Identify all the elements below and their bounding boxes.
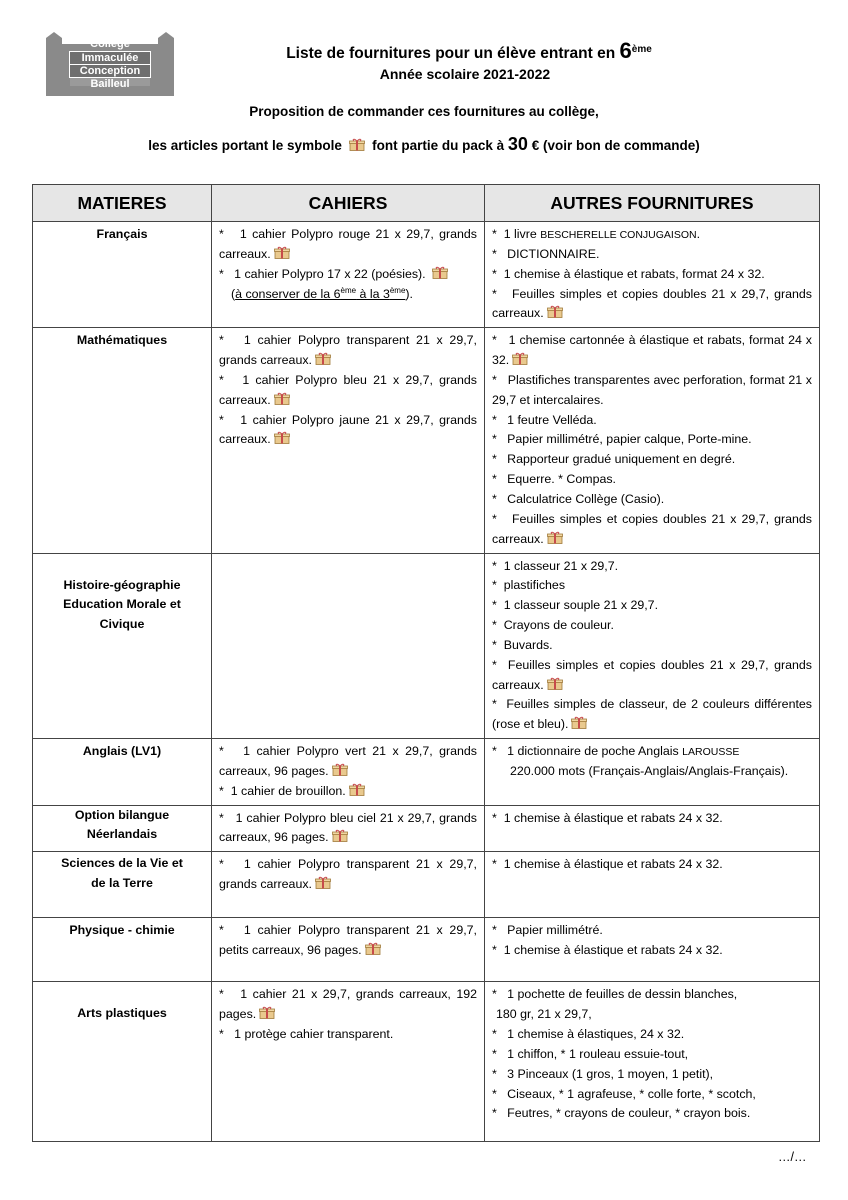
notebooks-cell — [212, 852, 485, 918]
subject-cell: Anglais (LV1) — [33, 739, 212, 806]
subject-cell: Français — [33, 222, 212, 328]
document-title — [0, 38, 848, 64]
notebooks-cell — [212, 805, 485, 852]
column-header-other: AUTRES FOURNITURES — [485, 185, 820, 222]
pack-price: 30 — [507, 134, 528, 154]
list-item: * 1 dictionnaire de poche Anglais LAROUSSE — [492, 744, 740, 759]
list-item: * 1 cahier Polypro 17 x 22 (poésies). — [219, 265, 477, 285]
other-cell — [485, 222, 820, 328]
list-item: * 1 cahier Polypro transparent 21 x 29,7, grands carreaux. — [219, 333, 477, 368]
logo-line-4: Bailleul — [90, 78, 130, 90]
list-item-continuation: 180 gr, 21 x 29,7, — [496, 1007, 592, 1022]
list-item: * 1 cahier de brouillon. — [219, 782, 477, 802]
gift-icon — [365, 942, 381, 955]
subject-cell: Physique - chimie — [33, 918, 212, 982]
list-item: * 1 classeur 21 x 29,7. — [492, 558, 619, 573]
list-item: * 1 cahier Polypro transparent 21 x 29,7, petits carreaux, 96 pages. — [219, 923, 477, 958]
list-item: * 1 chemise cartonnée à élastique et rabats, format 24 x 32. — [492, 333, 813, 368]
gift-icon — [274, 431, 290, 444]
table-row-option-bilangue — [33, 805, 820, 852]
subject-cell: Mathématiques — [33, 328, 212, 553]
other-cell — [485, 918, 820, 982]
title-prefix: Liste de fournitures pour un élève entrant en — [286, 45, 620, 62]
title-grade-sup: ème — [631, 43, 652, 55]
list-item: * Papier millimétré, papier calque, Porte-mine. — [492, 432, 752, 447]
table-header-row — [33, 185, 820, 222]
notebooks-cell — [212, 739, 485, 806]
logo-line-3: Conception — [69, 65, 151, 78]
subject-line: Histoire-géographie — [63, 577, 181, 592]
table-row-francais — [33, 222, 820, 328]
list-item: * 1 cahier Polypro transparent 21 x 29,7, grands carreaux. — [219, 857, 477, 892]
gift-icon — [432, 266, 448, 279]
notebooks-cell — [212, 553, 485, 739]
other-cell — [485, 982, 820, 1142]
logo-line-1: Collège — [90, 38, 130, 50]
notebooks-cell — [212, 328, 485, 553]
gift-icon — [512, 352, 528, 365]
list-item: * Feuilles simples et copies doubles 21 x 29,7, grands carreaux. — [492, 511, 812, 546]
list-item: * 1 chemise à élastiques, 24 x 32. — [492, 1027, 685, 1041]
list-item: * Crayons de couleur. — [492, 618, 614, 633]
subject-line: Education Morale et — [63, 597, 181, 612]
list-item: * 1 pochette de feuilles de dessin blanches, — [492, 987, 738, 1002]
table-row-anglais — [33, 739, 820, 806]
gift-icon — [547, 531, 563, 544]
list-item: * Ciseaux, * 1 agrafeuse, * colle forte, * scotch, — [492, 1086, 756, 1101]
supplies-table — [32, 184, 820, 1142]
list-item: * Feuilles simples et copies doubles 21 x 29,7, grands carreaux. — [492, 286, 812, 321]
list-item: * 3 Pinceaux (1 gros, 1 moyen, 1 petit), — [492, 1066, 714, 1081]
subject-line: Option bilangue — [74, 807, 170, 822]
gift-icon — [315, 876, 331, 889]
list-item: * 1 cahier 21 x 29,7, grands carreaux, 192 pages. — [219, 987, 477, 1022]
list-item: * plastifiches — [492, 578, 566, 593]
list-item: * 1 cahier Polypro bleu 21 x 29,7, grands carreaux. — [219, 372, 477, 407]
table-row-mathematiques — [33, 328, 820, 553]
list-item: * 1 chiffon, * 1 rouleau essuie-tout, — [492, 1046, 689, 1061]
gift-icon — [547, 305, 563, 318]
subject-cell — [33, 805, 212, 852]
list-item: * 1 cahier Polypro vert 21 x 29,7, grands carreaux, 96 pages. — [219, 744, 477, 778]
gift-icon — [259, 1006, 275, 1019]
pack-info — [0, 134, 848, 155]
note-keep: (à conserver de la 6ème à la 3ème). — [231, 285, 413, 301]
list-item: * 1 chemise à élastique et rabats, format 24 x 32. — [492, 266, 765, 281]
list-item: * 1 cahier Polypro rouge 21 x 29,7, grands carreaux. — [219, 227, 477, 261]
subject-line: Sciences de la Vie et — [61, 856, 183, 871]
gift-icon — [274, 246, 290, 259]
pack-text-before: les articles portant le symbole — [148, 138, 342, 153]
subject-line: de la Terre — [91, 876, 153, 891]
other-cell — [485, 553, 820, 739]
notebooks-cell — [212, 982, 485, 1142]
list-item: * Calculatrice Collège (Casio). — [492, 491, 665, 506]
list-item: * Feuilles simples de classeur, de 2 couleurs différentes (rose et bleu). — [492, 697, 812, 732]
subject-cell — [33, 852, 212, 918]
gift-icon — [274, 392, 290, 405]
list-item: * Equerre. * Compas. — [492, 472, 616, 487]
list-item: * 1 cahier Polypro jaune 21 x 29,7, grands carreaux. — [219, 412, 477, 447]
list-item: * DICTIONNAIRE. — [492, 246, 600, 261]
list-item: * 1 chemise à élastique et rabats 24 x 32. — [492, 857, 723, 872]
other-cell — [485, 328, 820, 553]
page-continuation-mark: …/… — [778, 1150, 807, 1164]
list-item: * 1 protège cahier transparent. — [219, 1027, 394, 1041]
list-item: * 1 classeur souple 21 x 29,7. — [492, 598, 659, 613]
table-row-physique-chimie — [33, 918, 820, 982]
list-item: * 1 chemise à élastique et rabats 24 x 32. — [492, 810, 723, 825]
table-row-svt — [33, 852, 820, 918]
school-year: Année scolaire 2021-2022 — [379, 66, 551, 82]
other-cell — [485, 852, 820, 918]
list-item: * Buvards. — [492, 637, 553, 652]
list-item: * 1 cahier Polypro bleu ciel 21 x 29,7, grands carreaux, 96 pages. — [219, 810, 477, 845]
gift-icon — [571, 716, 587, 729]
subject-line: Civique — [99, 617, 145, 632]
other-cell — [485, 739, 820, 806]
gift-icon — [349, 783, 365, 796]
other-cell — [485, 805, 820, 852]
subject-cell — [33, 553, 212, 739]
list-item: * Feuilles simples et copies doubles 21 x 29,7, grands carreaux. — [492, 657, 812, 692]
column-header-notebooks: CAHIERS — [212, 185, 485, 222]
list-item-continuation: 220.000 mots (Français-Anglais/Anglais-Français). — [510, 763, 789, 778]
table-row-arts-plastiques — [33, 982, 820, 1142]
title-grade: 6 — [619, 38, 632, 63]
logo-line-2: Immaculée — [69, 51, 151, 65]
pack-text-after: font partie du pack à — [372, 138, 505, 153]
gift-icon — [332, 763, 348, 776]
table-row-histoire-geographie — [33, 553, 820, 739]
list-item: * 1 chemise à élastique et rabats 24 x 32. — [492, 943, 723, 958]
list-item: * Rapporteur gradué uniquement en degré. — [492, 452, 736, 467]
proposal-text: Proposition de commander ces fournitures au collège, — [249, 104, 599, 119]
list-item: * Feutres, * crayons de couleur, * crayon bois. — [492, 1106, 751, 1121]
list-item: * Papier millimétré. — [492, 923, 603, 938]
list-item: * 1 feutre Velléda. — [492, 412, 597, 427]
pack-price-after: € (voir bon de commande) — [531, 138, 700, 153]
notebooks-cell — [212, 222, 485, 328]
gift-icon — [547, 677, 563, 690]
column-header-subjects: MATIERES — [33, 185, 212, 222]
gift-icon — [332, 829, 348, 842]
gift-icon — [315, 352, 331, 365]
list-item: * Plastifiches transparentes avec perforation, format 21 x 29,7 et intercalaires. — [492, 372, 812, 407]
gift-icon — [349, 138, 365, 151]
notebooks-cell — [212, 918, 485, 982]
subject-cell: Arts plastiques — [33, 982, 212, 1142]
subject-line: Néerlandais — [86, 827, 158, 842]
list-item: * 1 livre BESCHERELLE CONJUGAISON. — [492, 227, 701, 241]
